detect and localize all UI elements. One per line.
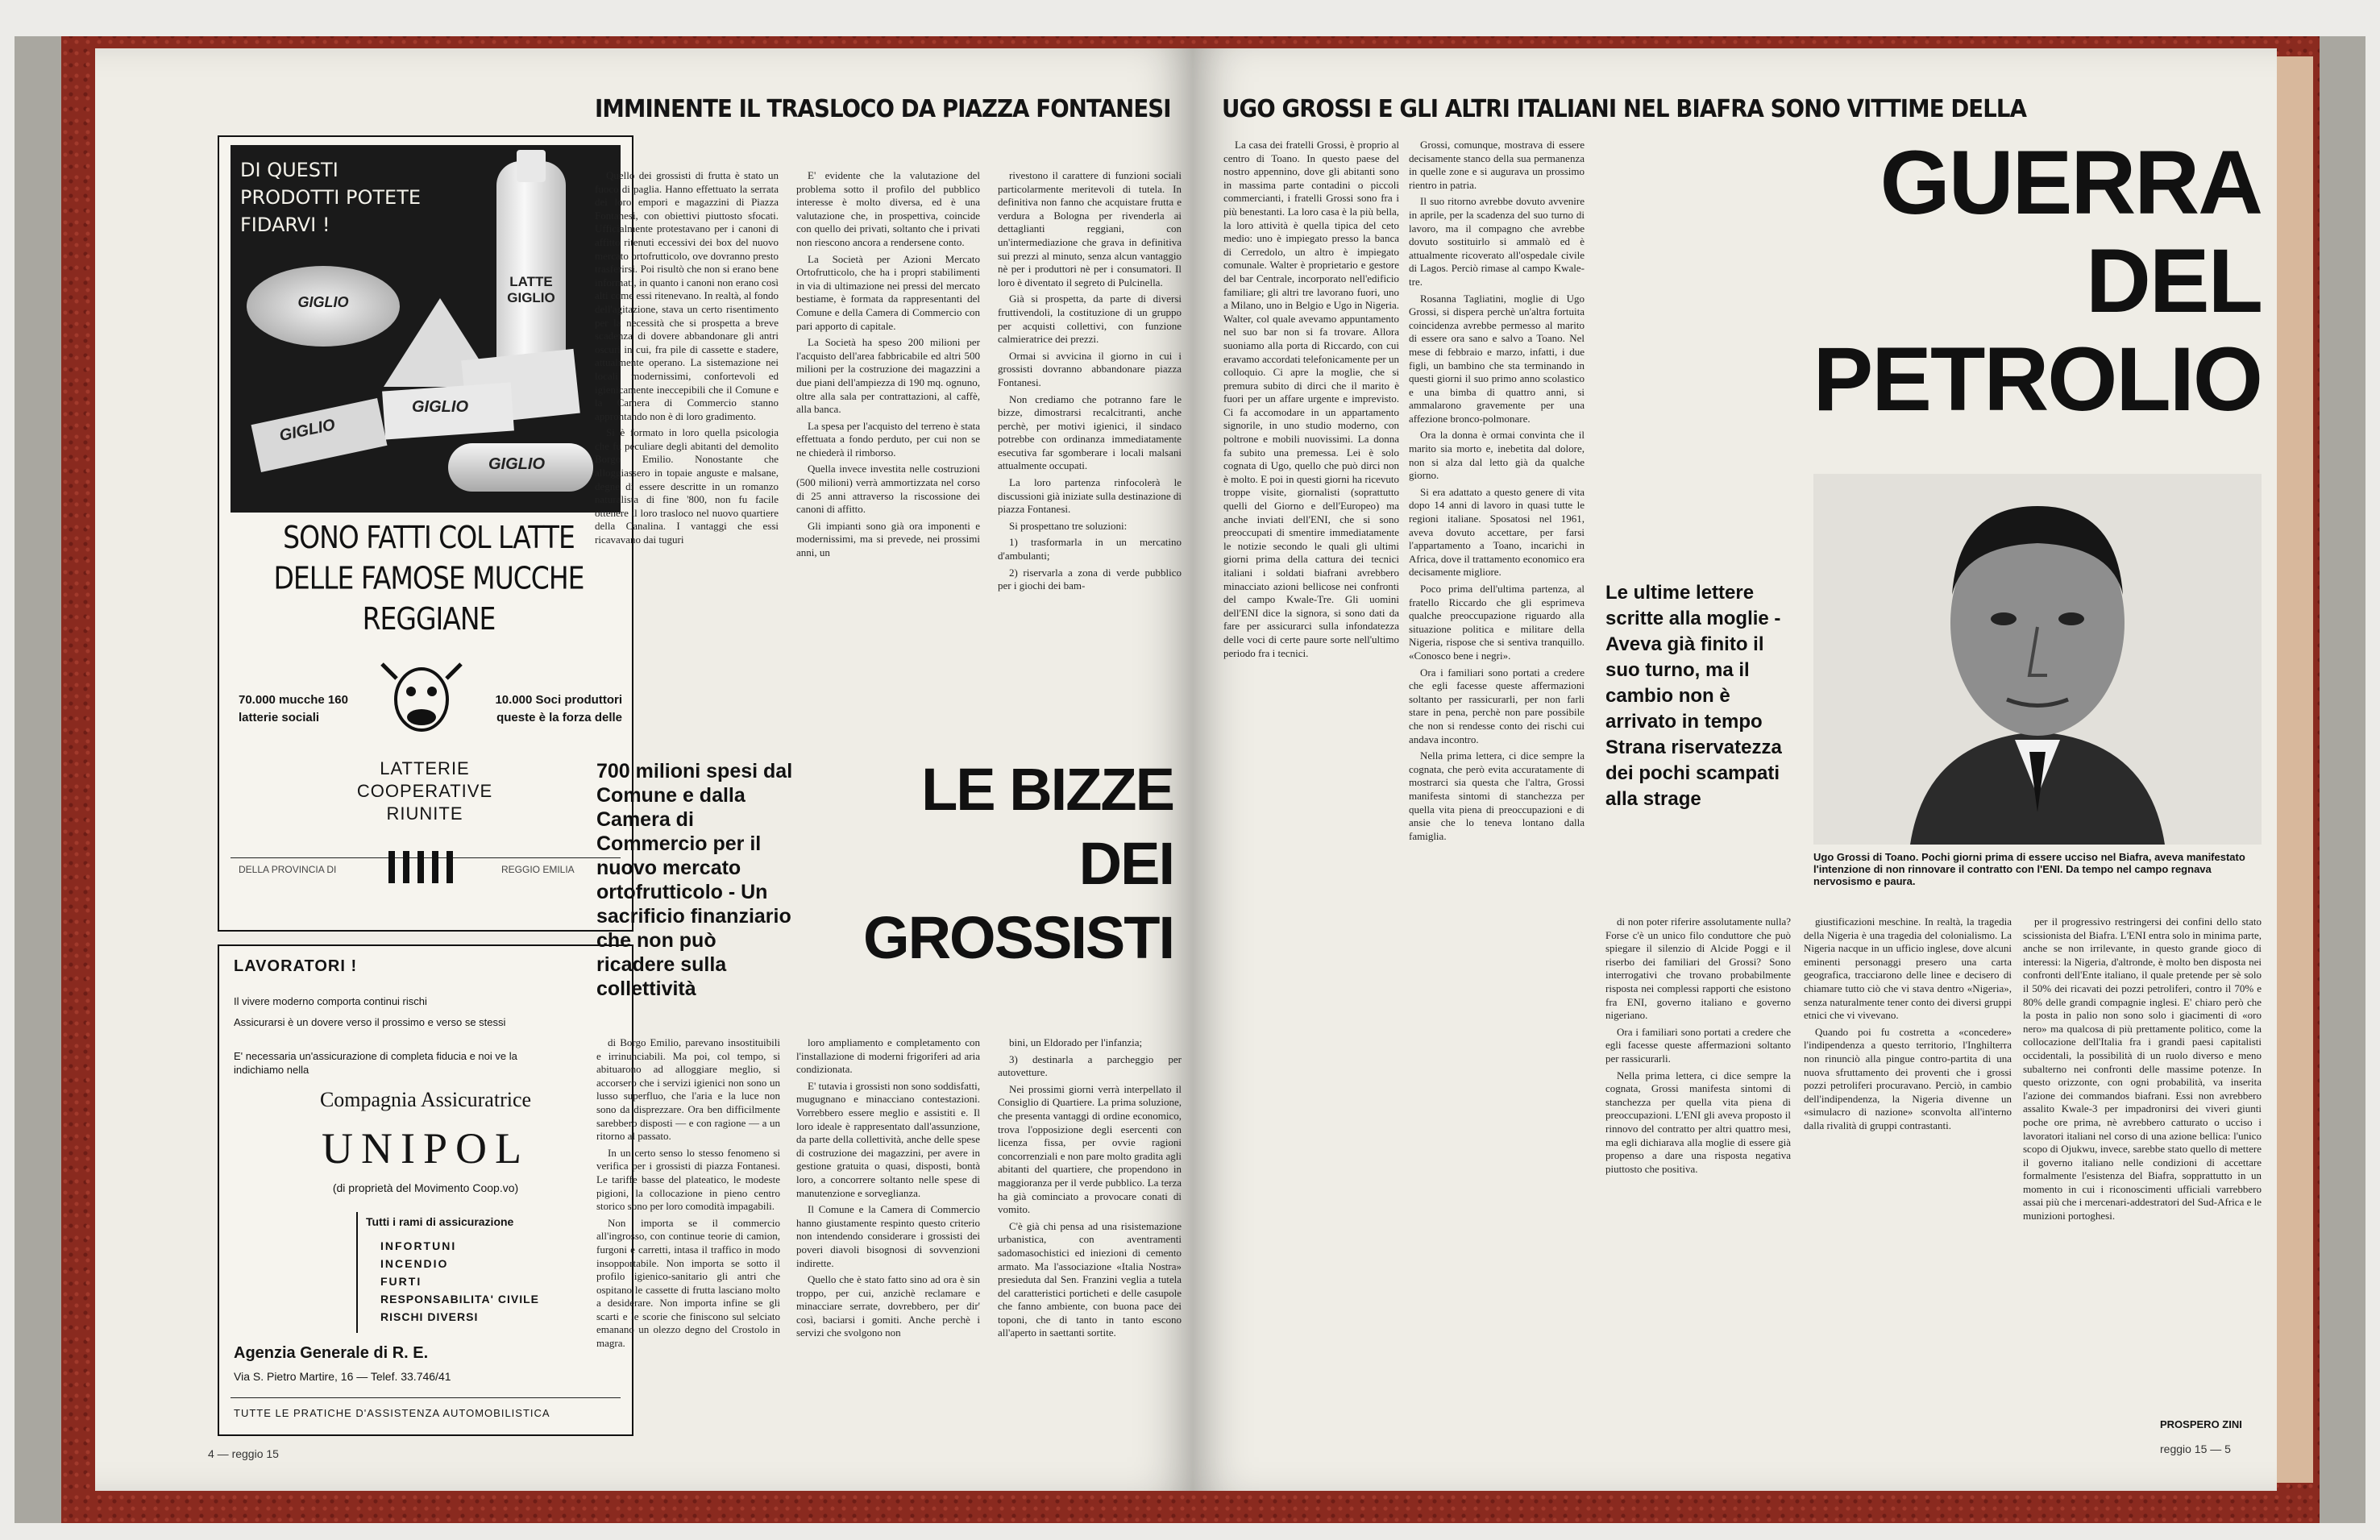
unipol-branches-bracket (356, 1212, 358, 1333)
paragraph: La spesa per l'acquisto del terreno è stata effettuata a fondo perduto, per cui non se ne chiederà il rimborso. (796, 419, 980, 459)
paragraph: La Società ha speso 200 milioni per l'acquisto dell'area fabbricabile ed altri 500 milioni per la costruzione dei magazzini a due piani dell'ampiezza di 190 mq. ognuno, oltre alla sala per contrattazioni, al caffè, alla banca. (796, 336, 980, 416)
paragraph: loro ampliamento e completamento con l'installazione di moderni frigoriferi ad aria condizionata. (796, 1036, 980, 1076)
unipol-title: LAVORATORI ! (234, 957, 358, 975)
paragraph: 1) trasformarla in un mercatino d'ambulanti; (998, 536, 1182, 562)
paragraph: 2) riservarla a zona di verde pubblico per i giochi dei bam- (998, 566, 1182, 592)
paragraph: Quello che è stato fatto sino ad ora è sin troppo, per cui, anzichè reclamare e minacciare serrate, dovrebbero, per dir' così, baciarsi i gomiti. Anche perchè i servizi che svolgono non (796, 1273, 980, 1339)
paragraph: Quello dei grossisti di frutta è stato un fuoco di paglia. Hanno effettuato la serrata dei loro empori e magazzini di Piazza Fontanesi, con obiettivi piuttosto sfocati. Ufficialmente protestavano per i canoni di affitto ritenuti eccessivi dei box del nuovo mercato ortofrutticolo, ove dovranno presto trasferirsi. Poi risultò che non si erano bene informati, in quanto i canoni non erano così alti come essi ritenevano. In realtà, al fondo dell'agitazione, stava un certo risentimento per la necessità che si prospetta a breve scadenza di dovere abbandonare gli antri oscuri in cui, fra pile di cassette e stadere, attualmente operano. La sistemazione nei locali modernissimi, confortevoli ed igienicamente ineccepibili che il Comune e la Camera di Commercio stanno approntando non è di loro gradimento. (595, 169, 779, 422)
paragraph: Ora la donna è ormai convinta che il marito sia morto e, inebetita dal dolore, non si alza dal letto già da qualche giorno. (1409, 429, 1585, 482)
paragraph: La loro partenza rinfocolerà le discussioni già iniziate sulla destinazione di piazza Fontanesi. (998, 476, 1182, 516)
paragraph: Quella invece investita nelle costruzioni (500 milioni) verrà ammortizzata nel corso di 25 anni attraverso la riscossione dei canoni di affitto. (796, 463, 980, 516)
unipol-footer-rule (231, 1397, 621, 1398)
unipol-branch-2: INCENDIO (380, 1257, 449, 1270)
big-title-petrolio: PETROLIO (1813, 329, 2262, 430)
cheese-roll-brand: GIGLIO (488, 455, 545, 473)
paragraph: La casa dei fratelli Grossi, è proprio al centro di Toano. In questo paese del nostro appennino, dove gli abitanti sono in massima parte contadini o piccoli commercianti, i fratelli Grossi sono fra i più benestanti. La loro casa è la più bella, la loro attività è quella tipica del ceto medio: uno è impiegato presso la banca di Cerredolo, un altro è impiegato comunale. Walter è proprietario e gestore del bar Centrale, incorporato nell'edificio familiare; gli altri tre lavorano fuori, uno a Milano, uno in Belgio e Ugo in Nigeria. Walter, col quale avevamo appuntamento nel suo bar non si fa trovare. Allora suoniamo alla porta di Riccardo, con cui eravamo accordati telefonicamente per un colloquio. Ci apre la moglie, che si premura subito di dirci che il marito è fuori per un affare urgente e imprevisto. Ci fa accomodare in un appartamento signorile, in uno studio moderno, con poltrone e mobili nuovissimi. La donna fa subito una premessa. Lei è solo cognata di Ugo, quello che può dirci non è molto. E poi in questi giorni ha ricevuto troppe visite, giornalisti (soprattutto quelli del Giorno e dell'Europeo) ma anche inviati dell'ENI, che si sono preoccupati di smentire immediatamente le notizie secondo le quali gli ultimi giorni prima della cattura dei tecnici italiani i soldati biafrani avrebbero minacciato azioni bellicose nei confronti del campo Kwale-Tre. Gli uomini dell'ENI dice la signora, si sono dati da fare per assicurarci sulla infondatezza delle voci di certe paure sorte nell'ultimo periodo fra i tecnici. (1223, 139, 1399, 659)
left-headline-text: IMMINENTE IL TRASLOCO DA PIAZZA FONTANESI (595, 95, 1171, 123)
left-subhead: 700 milioni spesi dal Comune e dalla Camera di Commercio per il nuovo mercato ortofrutticolo - Un sacrificio finanziario che non può ricadere sulla collettività (596, 760, 793, 1000)
big-title-guerra: GUERRA (1879, 132, 2262, 233)
cheese-wheel-brand: GIGLIO (297, 294, 349, 310)
cow-feet-icon (388, 851, 461, 883)
page-edges (2277, 56, 2313, 1483)
giglio-footer-right: REGGIO EMILIA (501, 864, 575, 875)
right-column-3-bottom (1605, 915, 1791, 1431)
milk-bottle-label: LATTE GIGLIO (507, 274, 555, 305)
binder-spine-right (2320, 36, 2365, 1523)
paragraph: Si è formato in loro quella psicologia che fu peculiare degli abitanti del demolito Borgo Emilio. Nonostante che alloggiassero in topaie anguste e malsane, degne di essere descritte in un romanzo naturalista di fine '800, non fu facile ottenere il loro trasloco nel nuovo quartiere della Canalina. I vantaggi che essi ricavavano dai tuguri (595, 426, 779, 546)
paragraph: C'è già chi pensa ad una risistemazione urbanistica, con aventramenti sadomasochistici ed iniezioni di cemento armato. Ma l'associazione «Italia Nostra» presieduta dal Sen. Franzini veglia a tutela del caratteristici porticheti e delle casupole che fanno ambiente, con buona pace dei toponi, che di tanto in tanto escono all'aperto in saettanti sortite. (998, 1219, 1182, 1339)
portrait-photo (1813, 474, 2262, 845)
paragraph: Il Comune e la Camera di Commercio hanno giustamente respinto questo criterio non intendendo considerare i grossisti dei poveri diavoli bisognosi di sovvenzioni indirette. (796, 1203, 980, 1269)
paragraph: 3) destinarla a parcheggio per autovetture. (998, 1052, 1182, 1079)
paragraph: Si prospettano tre soluzioni: (1009, 519, 1128, 532)
paragraph: E' tutavia i grossisti non sono soddisfatti, mugugnano e minacciano contestazioni. Vorrebbero essere meglio e assistiti e. Il loro ideale è rappresentato dall'assunzione, da parte della collettività, anche delle spese di costruzione dei magazzini, per avere in gestione gratuita o quasi, disposti, bontà loro, a concorrere soltanto nelle spese di manutenzione e sorveglianza. (796, 1079, 980, 1199)
unipol-line-2: Assicurarsi è un dovere verso il prossimo e verso se stessi (234, 1016, 506, 1028)
paragraph: Ora i familiari sono portati a credere che egli facesse queste affermazioni soltanto per rassicurarli. (1605, 1025, 1791, 1065)
milk-bottle-neck (517, 150, 546, 182)
unipol-branch-1: INFORTUNI (380, 1239, 457, 1252)
paragraph: In un certo senso lo stesso fenomeno si verifica per i grossisti di piazza Fontanesi. Le tariffe basse del plateatico, le modeste pigioni, la collocazione in pieno centro storico sono per loro comodità impagabili. (596, 1146, 780, 1213)
right-folio: reggio 15 — 5 (2160, 1442, 2231, 1455)
left-column-2-bottom (796, 1036, 980, 1439)
giglio-photo (231, 145, 621, 513)
left-folio: 4 — reggio 15 (208, 1447, 279, 1460)
paragraph: E' evidente che la valutazione del problema sotto il profilo del pubblico interesse è molto diversa, ed è una valutazione che, in prospettiva, coincide con quello dei privati, soltanto che i privati non riescono ancora a rendersene conto. (796, 169, 980, 248)
giglio-stat-left: 70.000 mucche 160 latterie sociali (239, 693, 348, 724)
unipol-line-3: E' necessaria un'assicurazione di completa fiducia e noi ve la indichiamo nella (234, 1050, 517, 1076)
giglio-slogan: SONO FATTI COL LATTE DELLE FAMOSE MUCCHE REGGIANE (273, 519, 584, 637)
paragraph: di Borgo Emilio, parevano insostituibili e irrinunciabili. Ma poi, col tempo, si abituarono ad alloggiare meglio, si accorsero che i servizi igienici non sono un lusso superfluo, che l'aria e la luce non sono da disprezzare. Ora ben difficilmente sarebbero disposti — e con ragione — a un ritorno al passato. (596, 1036, 780, 1143)
paragraph: Nei prossimi giorni verrà interpellato il Consiglio di Quartiere. La prima soluzione, che presenta vantaggi di ordine economico, trova l'opposizione degli esercenti con licenza fissa, per ovvie ragioni concorrenziali e non pare molto gradita agli abitanti del quartiere, che propendono in maggioranza per il verde pubblico. La terza ha già cominciato a provocare conati di vomito. (998, 1082, 1182, 1216)
unipol-owner: (di proprietà del Movimento Coop.vo) (332, 1181, 519, 1194)
left-column-3-bottom (998, 1036, 1182, 1439)
right-subhead: Le ultime lettere scritte alla moglie - Aveva già finito il suo turno, ma il cambio non è arrivato in tempo Strana riservatezza dei pochi scampati alla strage (1605, 582, 1782, 810)
unipol-branch-4: RESPONSABILITA' CIVILE (380, 1293, 539, 1305)
right-column-4-bottom (1804, 915, 2012, 1431)
milk-bottle (496, 161, 566, 363)
paragraph: Il suo ritorno avrebbe dovuto avvenire in aprile, per la scadenza del suo turno di lavoro, ma il compagno che avrebbe dovuto sostituirlo si ammalò ed è attualmente ricoverato all'ospedale civile di Lagos. Perciò rimase al campo Kwale-tre. (1409, 195, 1585, 288)
unipol-brand: UNIPOL (322, 1124, 530, 1173)
cooperative-name: LATTERIE COOPERATIVE RIUNITE (356, 758, 493, 824)
right-column-2-top (1409, 139, 1585, 916)
butter-pack-1-brand: GIGLIO (277, 416, 337, 446)
paragraph: Ora i familiari sono portati a credere che egli facesse queste affermazioni soltanto per rassicurarli, per non farli stare in pena, perchè non pare possibile che non si rendesse conto dei rischi cui andava incontro. (1409, 666, 1585, 745)
paragraph: bini, un Eldorado per l'infanzia; (1009, 1036, 1143, 1048)
right-headline: UGO GROSSI E GLI ALTRI ITALIANI NEL BIAFRA SONO VITTIME DELLA (1222, 95, 2027, 123)
byline: PROSPERO ZINI (2160, 1418, 2242, 1430)
unipol-footer: TUTTE LE PRATICHE D'ASSISTENZA AUTOMOBILISTICA (234, 1407, 550, 1419)
butter-pack-2-brand: GIGLIO (412, 398, 468, 416)
paragraph: La Società per Azioni Mercato Ortofrutticolo, che ha i propri stabilimenti in via di ultimazione nei pressi del mercato bestiame, è formata da rappresentanti del Comune e della Camera di Commercio con pari apporto di capitale. (796, 252, 980, 332)
unipol-branch-3: FURTI (380, 1275, 422, 1288)
left-column-1-top (595, 169, 779, 733)
paragraph: Ormai si avvicina il giorno in cui i grossisti dovranno abbandonare piazza Fontanesi. (998, 349, 1182, 388)
paragraph: rivestono il carattere di funzioni sociali particolarmente meritevoli di tutela. In definitiva non fanno che acquistare frutta e verdura a Bologna per rivenderla ai dettaglianti reggiani, con un'intermediazione che grava in definitiva sui prezzi al minuto, senza alcun vantaggio nè per i produttori nè per i consumatori. Il loro è diventato il segreto di Pulcinella. (998, 169, 1182, 288)
big-title-dei: DEI (1078, 830, 1173, 897)
left-page (95, 48, 1193, 1491)
unipol-address: Via S. Pietro Martire, 16 — Telef. 33.746/41 (234, 1370, 451, 1383)
paragraph: Grossi, comunque, mostrava di essere decisamente stanco della sua permanenza in quelle zone e si augurava un prossimo rientro in patria. (1409, 139, 1585, 191)
paragraph: per il progressivo restringersi dei confini dello stato scissionista del Biafra. L'ENI entra solo in minima parte, anche se non irrilevante, in questo grande gioco di interessi: la Nigeria, d'altronde, è molto ben disposta nei confronti dell'Ente italiano, il quale pretende per sè solo il 50% dei ricavati dei pozzi petroliferi, contro il 70% e 80% delle grandi compagnie inglesi. E' chiaro però che la posta in palio non sono solo i giacimenti di «oro nero» ma qualcosa di più prettamente politico, come la collocazione dell'Italia fra i grandi paesi capitalisti occidentali, la possibilità di un ruolo diverso e meno subalterno nei confronti delle massime potenze. In questo orizzonte, con ogni probabilità, va inserita l'azione dei commandos biafrani. Essi non avrebbero assalito Kwale-3 per impadronirsi dei viveri giunti poche ore prima, nè avrebbero catturato o ucciso i lavoratori italiani nel corso di una azione bellica: l'unico scopo di Ojukwu, invece, sarebbe stato quello di mettere il governo italiano nelle condizioni di accettare formalmente l'esistenza del Biafra, sopprattutto in un momento in cui i riconoscimenti ufficiali varrebbero assai più che i mercenari-addestratori del Sud-Africa e le munizioni portoghesi. (2023, 915, 2262, 1222)
paragraph: Gli impianti sono già ora imponenti e modernissimi, ma si prevede, nei prossimi anni, un (796, 519, 980, 559)
giglio-stat-right: 10.000 Soci produttori queste è la forza delle (495, 693, 622, 724)
left-column-3-top (998, 169, 1182, 733)
giglio-footer-left: DELLA PROVINCIA DI (239, 864, 337, 875)
unipol-company: Compagnia Assicuratrice (319, 1088, 532, 1111)
paragraph: Poco prima dell'ultima partenza, al fratello Riccardo che gli esprimeva qualche preoccupazione riguardo alla situazione politica e militare della Nigeria, rispose che si sentiva tranquillo. «Conosco bene i negri». (1409, 583, 1585, 662)
right-column-5-bottom (2023, 915, 2262, 1415)
paragraph: Già si prospetta, da parte di diversi fruttivendoli, la costituzione di un gruppo per acquisti collettivi, con funzione calmieratrice dei prezzi. (998, 293, 1182, 346)
big-title-del: DEL (2086, 230, 2262, 331)
paragraph: Si era adattato a questo genere di vita dopo 14 anni di lavoro in quasi tutte le regioni italiane. Sposatosi nel 1961, aveva dovuto accettare, per farsi l'appartamento a Toano, incarichi in Africa, dove il trattamento economico era decisamente migliore. (1409, 485, 1585, 579)
giglio-intro: DI QUESTI PRODOTTI POTETE FIDARVI ! (240, 159, 422, 236)
paragraph: Rosanna Tagliatini, moglie di Ugo Grossi, si dispera perchè un'altra fortuita coincidenza avrebbe permesso al marito di essere ora sano e salvo a Toano. Nel mese di febbraio e marzo, infatti, i due figli, un bambino che sta terminando in questi giorni il suo primo anno scolastico e una bimba di quattro anni, si ammalarono gravemente per una affezione bronco-polmonare. (1409, 292, 1585, 425)
paragraph: di non poter riferire assolutamente nulla? Forse c'è un unico filo conduttore che può spiegare il silenzio di Alcide Poggi e il riserbo dei familiari del Grossi? Sono interrogativi che trovano probabilmente risposta nei complessi rapporti che esistono fra ENI, governo italiano e governo nigeriano. (1605, 915, 1791, 1022)
unipol-advertisement (218, 944, 633, 1436)
paragraph: Non crediamo che potranno fare le bizze, dimostrarsi recalcitranti, anche perchè, per motivi igienici, il sindaco potrebbe con ordinanza immediatamente esecutiva far sgomberare i locali malsani attualmente occupati. (998, 392, 1182, 472)
giglio-advertisement (218, 135, 633, 932)
paragraph: Non importa se il commercio all'ingrosso, con continue teorie di camion, furgoni e carretti, intasa il traffico in modo insopportabile. Non importa se sotto il profilo igienico-sanitario gli antri che ospitano le cassette di frutta lasciano molto a desiderare. Non importa infine se gli scarti e le scorie che finiscono sul selciato emanano un olezzo degno del Crostolo in magra. (596, 1216, 780, 1350)
right-column-1-top (1223, 139, 1399, 916)
big-title-grossisti: GROSSISTI (863, 904, 1173, 971)
right-page (1193, 48, 2277, 1491)
left-column-1-bottom (596, 1036, 780, 1439)
unipol-line-1: Il vivere moderno comporta continui rischi (234, 995, 427, 1007)
binder-spine-left (15, 36, 61, 1523)
photo-caption: Ugo Grossi di Toano. Pochi giorni prima di essere ucciso nel Biafra, aveva manifestato l'intenzione di non rinnovare il contratto con l'ENI. Da tempo nel campo regnava nervosismo e paura. (1813, 851, 2245, 887)
unipol-branches-title: Tutti i rami di assicurazione (366, 1215, 514, 1228)
paragraph: Nella prima lettera, ci dice sempre la cognata, che però evita accuratamente di mostrarci sia questa che l'altra, Grossi manifesta sintomi di stanchezza per quella vita piena di preoccupazioni e di ansie che lo teneva lontano dalla famiglia. (1409, 749, 1585, 842)
unipol-agency: Agenzia Generale di R. E. (234, 1344, 429, 1362)
paragraph: giustificazioni meschine. In realtà, la tragedia della Nigeria è una tragedia del colonialismo. La Nigeria nacque in un ufficio inglese, dove alcuni eminenti personaggi presero una carta geografica, tracciarono delle linee e decisero di chiamare tutto ciò che vi stava dentro «Nigeria», senza naturalmente tener conto dei diversi gruppi etnici che vi vivevano. (1804, 915, 2012, 1022)
unipol-branch-5: RISCHI DIVERSI (380, 1310, 479, 1323)
paragraph: Quando poi fu costretta a «concedere» l'indipendenza a questo territorio, l'Inghilterra non rinunciò alla pingue contro-partita di una nuova sfruttamento dei proventi che i grossi pozzi petroliferi procuravano. Perciò, in cambio dell'indipendenza, la Nigeria divenne un «simulacro di nazione» sconvolta all'interno dalla rivalità di gruppi contrastanti. (1804, 1025, 2012, 1131)
big-title-le-bizze: LE BIZZE (921, 756, 1173, 823)
left-column-2-top (796, 169, 980, 733)
paragraph: Nella prima lettera, ci dice sempre la cognata, Grossi manifesta sintomi di stanchezza per quella vita piena di preoccupazioni. L'ENI gli aveva proposto il rinnovo del contratto per altri quattro mesi, ma egli dichiarava alla moglie di essere già propenso a dare una risposta negativa piuttosto che positiva. (1605, 1069, 1791, 1175)
cow-icon (377, 653, 466, 741)
